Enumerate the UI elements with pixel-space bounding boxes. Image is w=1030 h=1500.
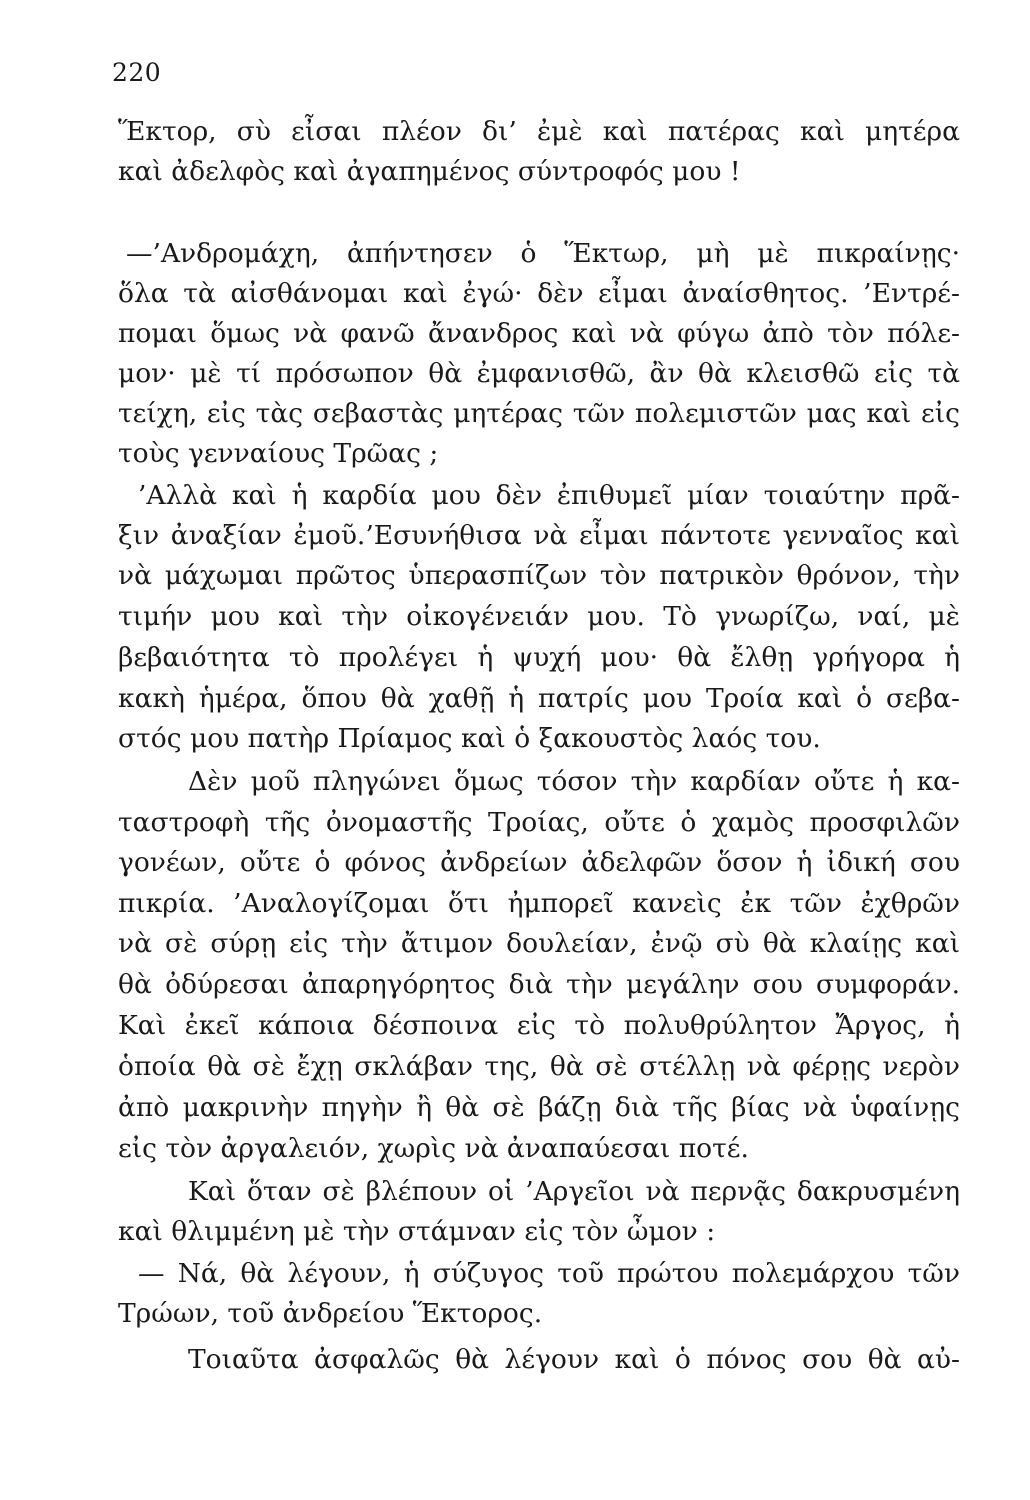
text-line: ἀπὸ μακρινὴν πηγὴν ἢ θὰ σὲ βάζῃ διὰ τῆς βίας νὰ ὑφαίνῃς xyxy=(118,1092,960,1123)
text-line: μον· μὲ τί πρόσωπον θὰ ἐμφανισθῶ, ἂν θὰ κλεισθῶ εἰς τὰ xyxy=(118,358,960,389)
page-number: 220 xyxy=(112,58,162,87)
text-line: —’Ανδρομάχη, ἀπήντησεν ὁ Ἕκτωρ, μὴ μὲ πικραίνῃς· xyxy=(126,238,960,269)
text-line: Δὲν μοῦ πληγώνει ὅμως τόσον τὴν καρδίαν οὔτε ἡ κα- xyxy=(188,766,960,797)
text-line: Τρώων, τοῦ ἀνδρείου Ἕκτορος. xyxy=(118,1298,543,1329)
text-line: τοὺς γενναίους Τρῶας ; xyxy=(118,438,439,469)
text-line: Τοιαῦτα ἀσφαλῶς θὰ λέγουν καὶ ὁ πόνος σου θὰ αὐ- xyxy=(188,1344,960,1375)
text-line: Καὶ ὅταν σὲ βλέπουν οἱ ’Αργεῖοι νὰ περνᾷς δακρυσμένη xyxy=(188,1176,960,1207)
text-line: ξιν ἀναξίαν ἐμοῦ.’Εσυνήθισα νὰ εἶμαι πάντοτε γενναῖος καὶ xyxy=(118,520,960,551)
text-line: ὅλα τὰ αἰσθάνομαι καὶ ἐγώ· δὲν εἶμαι ἀναίσθητος. ’Εντρέ- xyxy=(118,278,960,309)
text-line: τιμήν μου καὶ τὴν οἰκογένειάν μου. Τὸ γνωρίζω, ναί, μὲ xyxy=(118,601,960,632)
text-line: νὰ μάχωμαι πρῶτος ὑπερασπίζων τὸν πατρικὸν θρόνον, τὴν xyxy=(118,560,960,591)
text-line: πικρία. ’Αναλογίζομαι ὅτι ἠμπορεῖ κανεὶς ἐκ τῶν ἐχθρῶν xyxy=(118,888,960,919)
text-line: — Νά, θὰ λέγουν, ἡ σύζυγος τοῦ πρώτου πολεμάρχου τῶν xyxy=(138,1258,960,1289)
text-line: ὁποία θὰ σὲ ἔχῃ σκλάβαν της, θὰ σὲ στέλλῃ νὰ φέρῃς νερὸν xyxy=(118,1051,960,1082)
text-line: βεβαιότητα τὸ προλέγει ἡ ψυχή μου· θὰ ἔλθῃ γρήγορα ἡ xyxy=(118,642,960,673)
text-line: γονέων, οὔτε ὁ φόνος ἀνδρείων ἀδελφῶν ὅσον ἡ ἰδική σου xyxy=(118,847,960,878)
text-line: τείχη, εἰς τὰς σεβαστὰς μητέρας τῶν πολεμιστῶν μας καὶ εἰς xyxy=(118,398,960,429)
text-line: ταστροφὴ τῆς ὀνομαστῆς Τροίας, οὔτε ὁ χαμὸς προσφιλῶν xyxy=(118,807,960,838)
text-line: καὶ θλιμμένη μὲ τὴν στάμναν εἰς τὸν ὦμον : xyxy=(118,1216,716,1247)
text-line: Ἕκτορ, σὺ εἶσαι πλέον δι’ ἐμὲ καὶ πατέρας καὶ μητέρα xyxy=(118,116,960,147)
text-line: πομαι ὅμως νὰ φανῶ ἄνανδρος καὶ νὰ φύγω ἀπὸ τὸν πόλε- xyxy=(118,318,960,349)
text-line: θὰ ὀδύρεσαι ἀπαρηγόρητος διὰ τὴν μεγάλην σου συμφοράν. xyxy=(118,969,960,1000)
text-line: κακὴ ἡμέρα, ὅπου θὰ χαθῇ ἡ πατρίς μου Τροία καὶ ὁ σεβα- xyxy=(118,683,960,714)
text-line: καὶ ἀδελφὸς καὶ ἀγαπημένος σύντροφός μου ! xyxy=(118,156,741,187)
text-line: στός μου πατὴρ Πρίαμος καὶ ὁ ξακουστὸς λαός του. xyxy=(118,723,821,754)
text-line: νὰ σὲ σύρῃ εἰς τὴν ἄτιμον δουλείαν, ἐνῷ σὺ θὰ κλαίῃς καὶ xyxy=(118,928,960,959)
text-line: εἰς τὸν ἀργαλειόν, χωρὶς νὰ ἀναπαύεσαι ποτέ. xyxy=(118,1133,749,1164)
text-line: ’Αλλὰ καὶ ἡ καρδία μου δὲν ἐπιθυμεῖ μίαν τοιαύτην πρᾶ- xyxy=(138,480,960,511)
text-line: Καὶ ἐκεῖ κάποια δέσποινα εἰς τὸ πολυθρύλητον Ἄργος, ἡ xyxy=(118,1010,960,1041)
